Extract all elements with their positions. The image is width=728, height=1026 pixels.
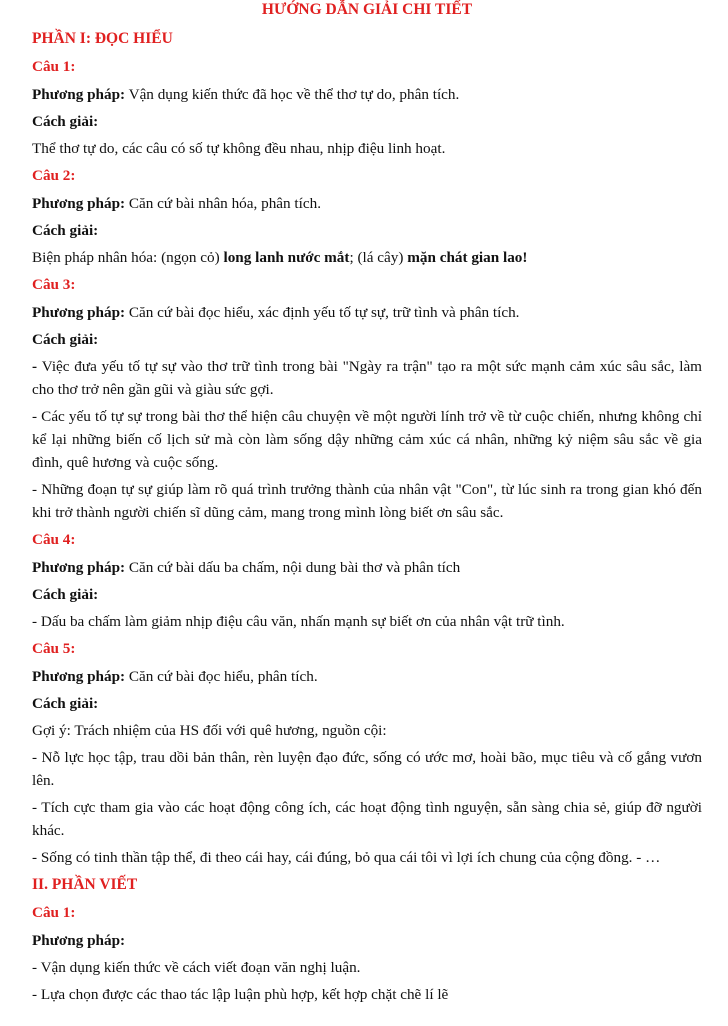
method-label: Phương pháp: bbox=[32, 86, 126, 103]
bullet-text: Việc đưa yếu tố tự sự vào thơ trữ tình trong bài "Ngày ra trận" tạo ra một sức mạnh cảm xúc sâu sắc, làm cho thơ trở nên gần gũi và giàu sức gợi. bbox=[32, 358, 702, 398]
question-5-solution-label: Cách giải: bbox=[32, 695, 99, 712]
question-4-method bbox=[32, 556, 702, 579]
part2-question-1-bullet-1: - Vận dụng kiến thức về cách viết đoạn văn nghị luận. bbox=[32, 959, 361, 976]
answer-text: ; (lá cây) bbox=[349, 249, 408, 266]
question-5-bullet-1: - Nỗ lực học tập, trau dồi bản thân, rèn luyện đạo đức, sống có ước mơ, hoài bão, mục tiêu và cố gắng vươn lên. bbox=[32, 749, 702, 789]
question-3-bullet-1 bbox=[32, 355, 702, 401]
question-4-answer: - Dấu ba chấm làm giảm nhịp điệu câu văn, nhấn mạnh sự biết ơn của nhân vật trữ tình. bbox=[32, 613, 565, 630]
document-title: HƯỚNG DẪN GIẢI CHI TIẾT bbox=[261, 1, 473, 18]
method-label: Phương pháp: bbox=[32, 195, 126, 212]
method-text: Vận dụng kiến thức đã học về thể thơ tự do, phân tích. bbox=[125, 86, 460, 103]
method-text: Căn cứ bài dấu ba chấm, nội dung bài thơ và phân tích bbox=[125, 559, 461, 576]
question-1-solution-label: Cách giải: bbox=[32, 113, 99, 130]
bullet-dash: - bbox=[32, 358, 42, 375]
part2-question-1-label: Câu 1: bbox=[32, 904, 76, 921]
question-2-solution-label: Cách giải: bbox=[32, 222, 99, 239]
question-1-label: Câu 1: bbox=[32, 58, 76, 75]
part1-heading: PHẦN I: ĐỌC HIỂU bbox=[32, 30, 173, 47]
question-1-method bbox=[32, 83, 702, 106]
question-4-solution-label: Cách giải: bbox=[32, 586, 99, 603]
part2-question-1-method-label: Phương pháp: bbox=[32, 932, 126, 949]
method-label: Phương pháp: bbox=[32, 668, 126, 685]
question-4-label: Câu 4: bbox=[32, 531, 76, 548]
method-text: Căn cứ bài đọc hiểu, phân tích. bbox=[125, 668, 318, 685]
question-1-answer: Thể thơ tự do, các câu có số tự không đều nhau, nhịp điệu linh hoạt. bbox=[32, 140, 446, 157]
method-text: Căn cứ bài nhân hóa, phân tích. bbox=[125, 195, 321, 212]
question-2-answer bbox=[32, 246, 702, 269]
answer-emphasis: mặn chát gian lao! bbox=[407, 249, 528, 266]
answer-text: Biện pháp nhân hóa: (ngọn cỏ) bbox=[32, 249, 224, 266]
question-3-method bbox=[32, 301, 702, 324]
part2-heading: II. PHẦN VIẾT bbox=[32, 876, 138, 893]
part2-question-1-bullet-2: - Lựa chọn được các thao tác lập luận phù hợp, kết hợp chặt chẽ lí lẽ bbox=[32, 986, 449, 1003]
question-5-bullet-2: - Tích cực tham gia vào các hoạt động công ích, các hoạt động tình nguyện, sẵn sàng chia sẻ, giúp đỡ người khác. bbox=[32, 799, 702, 839]
question-3-label: Câu 3: bbox=[32, 276, 76, 293]
method-label: Phương pháp: bbox=[32, 304, 126, 321]
method-text: Căn cứ bài đọc hiểu, xác định yếu tố tự sự, trữ tình và phân tích. bbox=[125, 304, 520, 321]
method-label: Phương pháp: bbox=[32, 559, 126, 576]
question-5-bullet-3: - Sống có tinh thần tập thể, đi theo cái hay, cái đúng, bỏ qua cái tôi vì lợi ích chung của cộng đồng. - … bbox=[32, 849, 661, 866]
question-2-method bbox=[32, 192, 702, 215]
answer-emphasis: long lanh nước mắt bbox=[223, 249, 350, 266]
question-3-bullet-2: - Các yếu tố tự sự trong bài thơ thể hiện câu chuyện về một người lính trở về từ cuộc chiến, nhưng không chỉ kể lại những biến cố lịch sử mà còn làm sống dậy những cảm xúc cá nhân, những kỷ niệm sâu sắc về gia đình, quê hương và cuộc sống. bbox=[32, 408, 702, 471]
question-2-label: Câu 2: bbox=[32, 167, 76, 184]
question-3-bullet-3: - Những đoạn tự sự giúp làm rõ quá trình trưởng thành của nhân vật "Con", từ lúc sinh ra trong gian khó đến khi trở thành người chiến sĩ dũng cảm, mang trong mình lòng biết ơn sâu sắc. bbox=[32, 481, 702, 521]
question-3-solution-label: Cách giải: bbox=[32, 331, 99, 348]
question-5-label: Câu 5: bbox=[32, 640, 76, 657]
question-5-intro: Gợi ý: Trách nhiệm của HS đối với quê hương, nguồn cội: bbox=[32, 722, 387, 739]
question-5-method bbox=[32, 665, 702, 688]
